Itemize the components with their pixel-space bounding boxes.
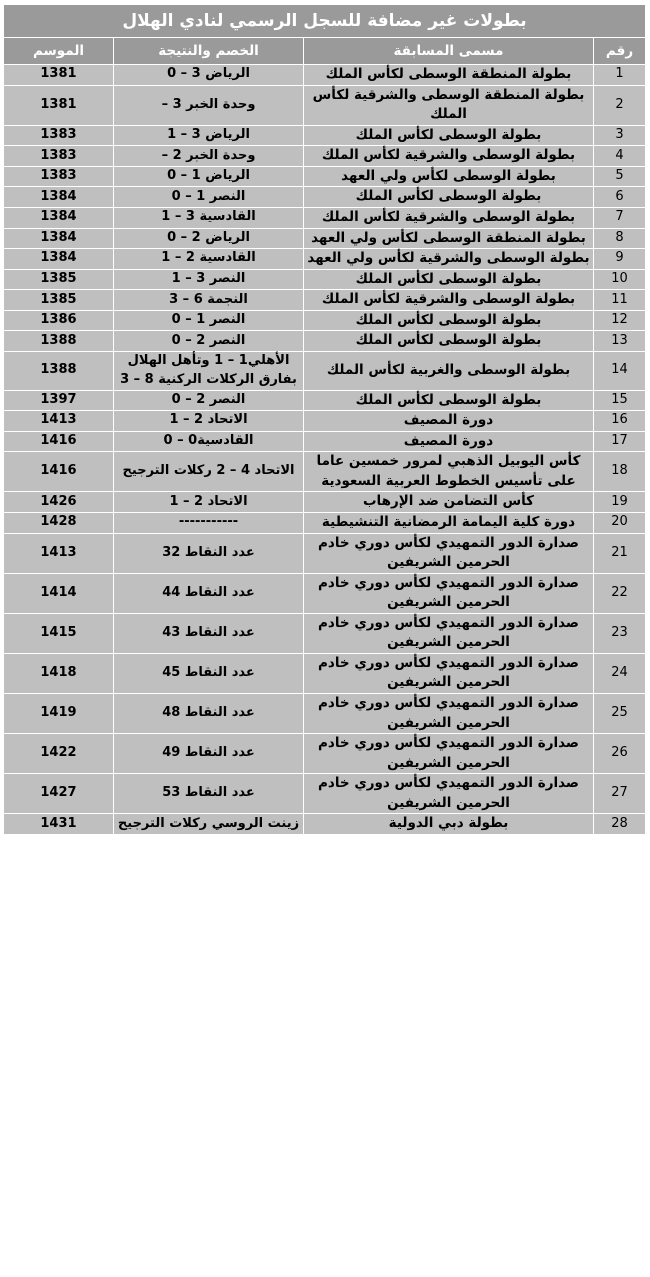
cell-opponent-result: القادسية 2 – 1	[114, 249, 304, 270]
cell-competition-name: صدارة الدور التمهيدي لكأس دوري خادم الحرمين الشريفين	[304, 694, 594, 734]
cell-competition-name: بطولة الوسطى والشرقية لكأس الملك	[304, 146, 594, 167]
cell-opponent-result: الاتحاد 2 – 1	[114, 492, 304, 513]
cell-season: 1383	[3, 125, 113, 146]
table-row	[3, 814, 645, 835]
cell-competition-name: بطولة الوسطى والشرقية لكأس الملك	[304, 207, 594, 228]
cell-season: 1413	[3, 411, 113, 432]
cell-opponent-result: النصر 2 – 0	[114, 390, 304, 411]
cell-competition-name: بطولة الوسطى والغربية لكأس الملك	[304, 351, 594, 390]
table-row	[3, 694, 645, 734]
cell-number: 25	[594, 694, 646, 734]
table-row	[3, 65, 645, 86]
cell-season: 1388	[3, 331, 113, 352]
column-header-score: الخصم والنتيجة	[114, 38, 304, 65]
cell-season: 1418	[3, 653, 113, 693]
cell-competition-name: بطولة الوسطى لكأس الملك	[304, 125, 594, 146]
cell-competition-name: بطولة دبي الدولية	[304, 814, 594, 835]
cell-season: 1383	[3, 166, 113, 187]
table-row	[3, 166, 645, 187]
cell-number: 12	[594, 310, 646, 331]
column-header-num: رقم	[594, 38, 646, 65]
cell-season: 1397	[3, 390, 113, 411]
cell-opponent-result: النصر 3 – 1	[114, 269, 304, 290]
cell-number: 8	[594, 228, 646, 249]
cell-opponent-result: القادسية0 – 0	[114, 431, 304, 452]
cell-opponent-result: النجمة 6 – 3	[114, 290, 304, 311]
cell-competition-name: دورة كلية اليمامة الرمضانية التنشيطية	[304, 512, 594, 533]
cell-opponent-result: عدد النقاط 48	[114, 694, 304, 734]
table-row	[3, 249, 645, 270]
table-row	[3, 351, 645, 390]
cell-opponent-result: الاتحاد 2 – 1	[114, 411, 304, 432]
cell-opponent-result: عدد النقاط 53	[114, 774, 304, 814]
column-header-season: الموسم	[3, 38, 113, 65]
cell-number: 7	[594, 207, 646, 228]
table-row	[3, 125, 645, 146]
cell-number: 14	[594, 351, 646, 390]
cell-number: 5	[594, 166, 646, 187]
cell-competition-name: بطولة الوسطى لكأس الملك	[304, 187, 594, 208]
cell-season: 1416	[3, 431, 113, 452]
cell-number: 23	[594, 613, 646, 653]
table-head	[3, 5, 645, 65]
table-row	[3, 411, 645, 432]
cell-competition-name: بطولة الوسطى لكأس ولي العهد	[304, 166, 594, 187]
cell-number: 15	[594, 390, 646, 411]
cell-competition-name: بطولة الوسطى لكأس الملك	[304, 269, 594, 290]
cell-opponent-result: النصر 1 – 0	[114, 310, 304, 331]
cell-competition-name: صدارة الدور التمهيدي لكأس دوري خادم الحرمين الشريفين	[304, 533, 594, 573]
cell-season: 1385	[3, 290, 113, 311]
table-row	[3, 533, 645, 573]
cell-season: 1416	[3, 452, 113, 492]
cell-season: 1388	[3, 351, 113, 390]
table-row	[3, 228, 645, 249]
cell-season: 1415	[3, 613, 113, 653]
table-row	[3, 331, 645, 352]
cell-opponent-result: عدد النقاط 44	[114, 573, 304, 613]
table-row	[3, 492, 645, 513]
cell-season: 1385	[3, 269, 113, 290]
table-row	[3, 85, 645, 125]
cell-season: 1426	[3, 492, 113, 513]
cell-season: 1381	[3, 85, 113, 125]
cell-competition-name: بطولة المنطقة الوسطى لكأس ولي العهد	[304, 228, 594, 249]
cell-season: 1428	[3, 512, 113, 533]
cell-opponent-result: وحدة الخبر 3 –	[114, 85, 304, 125]
cell-competition-name: بطولة الوسطى لكأس الملك	[304, 310, 594, 331]
cell-opponent-result: وحدة الخبر 2 –	[114, 146, 304, 167]
cell-opponent-result: عدد النقاط 32	[114, 533, 304, 573]
titles-table	[3, 4, 646, 835]
cell-competition-name: كأس اليوبيل الذهبي لمرور خمسين عاما على تأسيس الخطوط العربية السعودية	[304, 452, 594, 492]
cell-season: 1384	[3, 249, 113, 270]
cell-season: 1384	[3, 187, 113, 208]
cell-season: 1384	[3, 207, 113, 228]
cell-number: 26	[594, 734, 646, 774]
cell-opponent-result: القادسية 3 – 1	[114, 207, 304, 228]
cell-number: 18	[594, 452, 646, 492]
cell-number: 16	[594, 411, 646, 432]
table-row	[3, 390, 645, 411]
cell-number: 24	[594, 653, 646, 693]
title-row	[3, 5, 645, 38]
table-row	[3, 290, 645, 311]
cell-season: 1386	[3, 310, 113, 331]
cell-competition-name: بطولة الوسطى والشرقية لكأس ولي العهد	[304, 249, 594, 270]
cell-number: 21	[594, 533, 646, 573]
cell-competition-name: بطولة الوسطى لكأس الملك	[304, 390, 594, 411]
cell-competition-name: صدارة الدور التمهيدي لكأس دوري خادم الحرمين الشريفين	[304, 734, 594, 774]
cell-competition-name: بطولة الوسطى والشرقية لكأس الملك	[304, 290, 594, 311]
cell-opponent-result: الرياض 2 – 0	[114, 228, 304, 249]
cell-number: 3	[594, 125, 646, 146]
cell-season: 1419	[3, 694, 113, 734]
cell-number: 13	[594, 331, 646, 352]
cell-opponent-result: عدد النقاط 45	[114, 653, 304, 693]
cell-number: 17	[594, 431, 646, 452]
cell-season: 1381	[3, 65, 113, 86]
cell-season: 1422	[3, 734, 113, 774]
header-row	[3, 38, 645, 65]
table-row	[3, 269, 645, 290]
cell-season: 1414	[3, 573, 113, 613]
cell-competition-name: صدارة الدور التمهيدي لكأس دوري خادم الحرمين الشريفين	[304, 573, 594, 613]
cell-number: 9	[594, 249, 646, 270]
cell-number: 28	[594, 814, 646, 835]
table-row	[3, 146, 645, 167]
cell-number: 4	[594, 146, 646, 167]
cell-season: 1383	[3, 146, 113, 167]
cell-opponent-result: النصر 1 – 0	[114, 187, 304, 208]
cell-opponent-result: عدد النقاط 49	[114, 734, 304, 774]
cell-competition-name: كأس التضامن ضد الإرهاب	[304, 492, 594, 513]
cell-number: 2	[594, 85, 646, 125]
cell-number: 1	[594, 65, 646, 86]
table-row	[3, 207, 645, 228]
cell-competition-name: بطولة المنطقة الوسطى والشرقية لكأس الملك	[304, 85, 594, 125]
cell-number: 20	[594, 512, 646, 533]
cell-season: 1427	[3, 774, 113, 814]
cell-competition-name: بطولة الوسطى لكأس الملك	[304, 331, 594, 352]
page-title: بطولات غير مضافة للسجل الرسمي لنادي الهلال	[3, 5, 645, 38]
cell-season: 1413	[3, 533, 113, 573]
table-row	[3, 431, 645, 452]
column-header-name: مسمى المسابقة	[304, 38, 594, 65]
cell-opponent-result: عدد النقاط 43	[114, 613, 304, 653]
cell-number: 19	[594, 492, 646, 513]
cell-competition-name: بطولة المنطقة الوسطى لكأس الملك	[304, 65, 594, 86]
cell-opponent-result: زينت الروسي ركلات الترجيح	[114, 814, 304, 835]
cell-competition-name: دورة المصيف	[304, 411, 594, 432]
table-row	[3, 452, 645, 492]
table-row	[3, 310, 645, 331]
cell-season: 1431	[3, 814, 113, 835]
cell-opponent-result: -----------	[114, 512, 304, 533]
table-body	[3, 65, 645, 835]
cell-competition-name: صدارة الدور التمهيدي لكأس دوري خادم الحرمين الشريفين	[304, 613, 594, 653]
cell-opponent-result: الرياض 3 – 1	[114, 125, 304, 146]
table-row	[3, 734, 645, 774]
cell-opponent-result: الأهلي1 – 1 وتأهل الهلال بفارق الركلات الركنية 8 – 3	[114, 351, 304, 390]
table-row	[3, 774, 645, 814]
cell-competition-name: دورة المصيف	[304, 431, 594, 452]
cell-season: 1384	[3, 228, 113, 249]
table-row	[3, 613, 645, 653]
cell-number: 22	[594, 573, 646, 613]
cell-opponent-result: الاتحاد 4 – 2 ركلات الترجيح	[114, 452, 304, 492]
cell-number: 10	[594, 269, 646, 290]
cell-competition-name: صدارة الدور التمهيدي لكأس دوري خادم الحرمين الشريفين	[304, 653, 594, 693]
table-row	[3, 187, 645, 208]
table-row	[3, 653, 645, 693]
table-row	[3, 573, 645, 613]
cell-number: 6	[594, 187, 646, 208]
cell-opponent-result: الرياض 3 – 0	[114, 65, 304, 86]
table-row	[3, 512, 645, 533]
cell-number: 27	[594, 774, 646, 814]
cell-number: 11	[594, 290, 646, 311]
cell-opponent-result: النصر 2 – 0	[114, 331, 304, 352]
cell-opponent-result: الرياض 1 – 0	[114, 166, 304, 187]
cell-competition-name: صدارة الدور التمهيدي لكأس دوري خادم الحرمين الشريفين	[304, 774, 594, 814]
